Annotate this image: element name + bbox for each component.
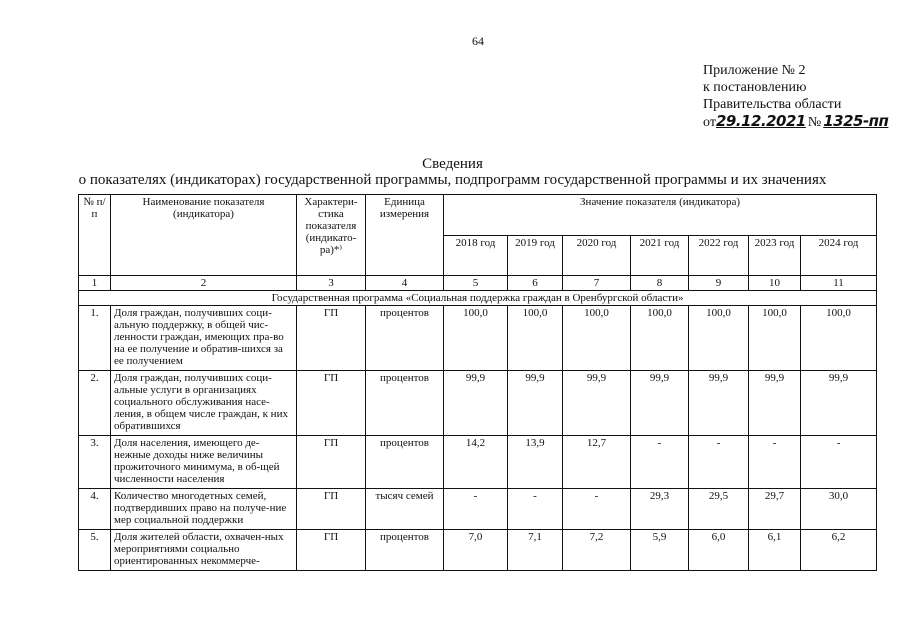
row-value: 7,1 (508, 530, 563, 571)
header-year-2023: 2023 год (749, 235, 801, 276)
row-value: 100,0 (749, 306, 801, 371)
header-year-2019: 2019 год (508, 235, 563, 276)
header-year-2018: 2018 год (444, 235, 508, 276)
row-characteristic: ГП (297, 489, 366, 530)
row-value: 100,0 (563, 306, 631, 371)
header-year-2021: 2021 год (631, 235, 689, 276)
program-title-row (79, 291, 877, 306)
header-unit: Единица измерения (366, 195, 444, 276)
row-value: 100,0 (801, 306, 877, 371)
row-name: Доля жителей области, охвачен-ных мероприятиями социально ориентированных некоммерче- (111, 530, 297, 571)
table-row (79, 371, 877, 436)
header-name: Наименование показателя (индикатора) (111, 195, 297, 276)
number-sign: № (807, 115, 822, 130)
appendix-line-1: Приложение № 2 (703, 63, 806, 78)
row-unit: процентов (366, 306, 444, 371)
row-num: 2. (79, 371, 111, 436)
column-number: 8 (631, 276, 689, 291)
row-num: 5. (79, 530, 111, 571)
column-number: 2 (111, 276, 297, 291)
row-value: 99,9 (508, 371, 563, 436)
row-unit: процентов (366, 371, 444, 436)
row-value: 99,9 (563, 371, 631, 436)
header-row-1 (79, 195, 877, 236)
row-value: - (508, 489, 563, 530)
header-year-2024: 2024 год (801, 235, 877, 276)
column-number: 6 (508, 276, 563, 291)
row-value: 100,0 (631, 306, 689, 371)
row-name: Доля граждан, получивших соци-альные услуги в организациях социального обслуживания насе-ления, в общем числе граждан, к них обратившихся (111, 371, 297, 436)
row-name: Доля граждан, получивших соци-альную поддержку, в общей чис-ленности граждан, имеющих пра-во на ее получение и обратив-шихся за ее получением (111, 306, 297, 371)
row-value: 100,0 (444, 306, 508, 371)
row-value: 99,9 (749, 371, 801, 436)
appendix-block (703, 62, 888, 131)
row-characteristic: ГП (297, 436, 366, 489)
column-numbers-row (79, 276, 877, 291)
row-value: 14,2 (444, 436, 508, 489)
row-value: - (444, 489, 508, 530)
table-row (79, 530, 877, 571)
row-num: 1. (79, 306, 111, 371)
column-number: 10 (749, 276, 801, 291)
handwritten-number: 1325-пп (823, 112, 889, 130)
row-value: 29,5 (689, 489, 749, 530)
page-number: 64 (472, 34, 484, 48)
row-value: - (563, 489, 631, 530)
column-number: 5 (444, 276, 508, 291)
row-unit: тысяч семей (366, 489, 444, 530)
header-year-2022: 2022 год (689, 235, 749, 276)
appendix-date-line (703, 113, 888, 131)
row-value: 12,7 (563, 436, 631, 489)
row-value: 99,9 (444, 371, 508, 436)
row-unit: процентов (366, 436, 444, 489)
header-characteristic: Характери-стика показателя (индикато-ра)*⁾ (297, 195, 366, 276)
row-value: 5,9 (631, 530, 689, 571)
row-value: 29,7 (749, 489, 801, 530)
row-value: 7,0 (444, 530, 508, 571)
table-row (79, 306, 877, 371)
row-value: 29,3 (631, 489, 689, 530)
row-value: 6,0 (689, 530, 749, 571)
row-value: - (689, 436, 749, 489)
row-value: 13,9 (508, 436, 563, 489)
row-value: 30,0 (801, 489, 877, 530)
appendix-line-2: к постановлению (703, 80, 807, 95)
date-prefix: от (703, 115, 716, 130)
row-unit: процентов (366, 530, 444, 571)
row-value: 99,9 (801, 371, 877, 436)
document-subtitle: о показателях (индикаторах) государственной программы, подпрограмм государственной программы и их значениях (78, 172, 827, 188)
row-value: 7,2 (563, 530, 631, 571)
row-value: 99,9 (631, 371, 689, 436)
document-title: Сведения (422, 156, 483, 172)
row-num: 3. (79, 436, 111, 489)
column-number: 4 (366, 276, 444, 291)
row-value: - (631, 436, 689, 489)
header-num: № п/п (79, 195, 111, 276)
row-characteristic: ГП (297, 306, 366, 371)
handwritten-date: 29.12.2021 (715, 112, 806, 130)
table-row (79, 489, 877, 530)
column-number: 11 (801, 276, 877, 291)
indicators-table (78, 194, 877, 571)
header-year-2020: 2020 год (563, 235, 631, 276)
row-characteristic: ГП (297, 530, 366, 571)
table-row (79, 436, 877, 489)
column-number: 9 (689, 276, 749, 291)
row-value: 6,1 (749, 530, 801, 571)
row-value: 100,0 (508, 306, 563, 371)
row-value: - (749, 436, 801, 489)
row-characteristic: ГП (297, 371, 366, 436)
row-value: - (801, 436, 877, 489)
column-number: 1 (79, 276, 111, 291)
column-number: 7 (563, 276, 631, 291)
program-title: Государственная программа «Социальная поддержка граждан в Оренбургской области» (79, 291, 877, 306)
appendix-line-3: Правительства области (703, 97, 842, 112)
row-name: Доля населения, имеющего де-нежные доходы ниже величины прожиточного минимума, в об-щей численности населения (111, 436, 297, 489)
row-name: Количество многодетных семей, подтвердивших право на получе-ние мер социальной поддержки (111, 489, 297, 530)
row-value: 99,9 (689, 371, 749, 436)
column-number: 3 (297, 276, 366, 291)
row-value: 6,2 (801, 530, 877, 571)
header-value-group: Значение показателя (индикатора) (444, 195, 877, 236)
row-num: 4. (79, 489, 111, 530)
row-value: 100,0 (689, 306, 749, 371)
